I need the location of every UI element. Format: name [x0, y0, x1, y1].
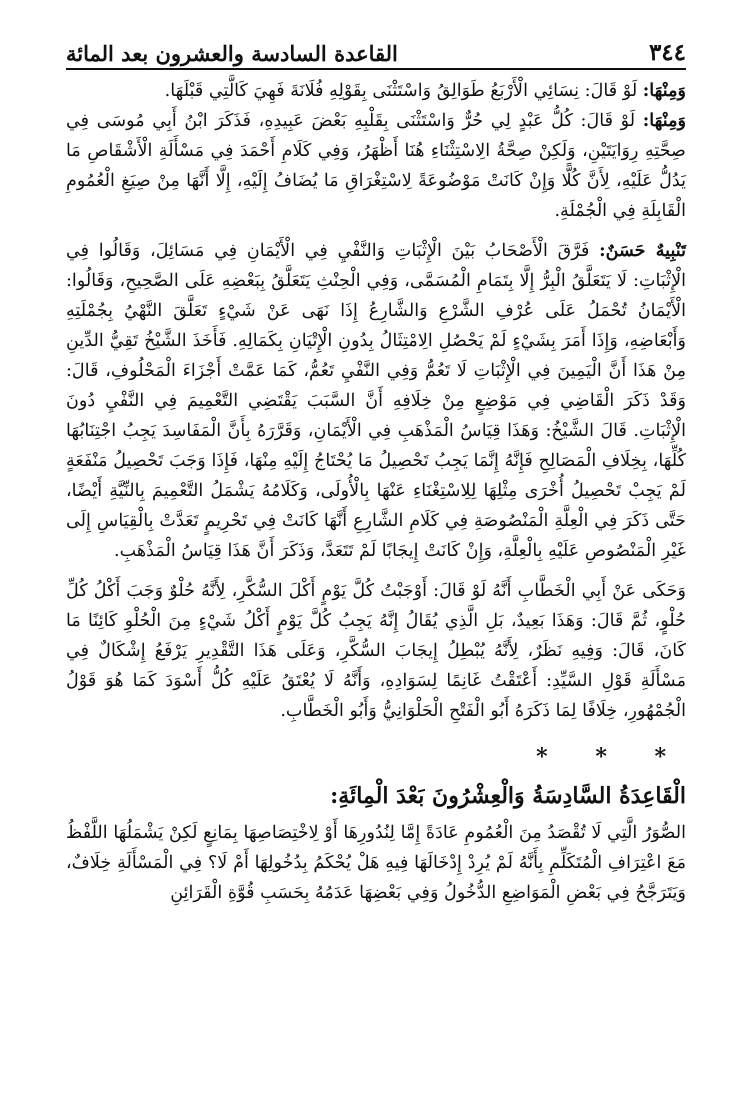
page-header	[66, 32, 686, 70]
paragraph-lead: تَنْبِيهٌ حَسَنٌ:	[599, 240, 686, 261]
paragraph	[66, 106, 686, 226]
paragraph-lead: وَمِنْهَا:	[642, 80, 686, 101]
paragraph-text: فَرَّقَ الْأَصْحَابُ بَيْنَ الْإِثْبَاتِ وَالنَّفْيِ فِي الْأَيْمَانِ فِي مَسَائِلَ، وَقَالُوا فِي الْإِثْبَاتِ: لَا يَتَعَلَّقُ الْبِرُّ إِلَّا بِتَمَامِ الْمُسَمَّى، وَفِي الْحِنْثِ يَتَعَلَّقُ بِبَعْضِهِ عَلَى الصَّحِيحِ، وَقَالُوا: الْأَيْمَانُ تُحْمَلُ عَلَى عُرْفِ الشَّرْعِ وَالشَّارِعُ إِذَا نَهَى عَنْ شَيْءٍ تَعَلَّقَ النَّهْيُ بِجُمْلَتِهِ وَأَبْعَاضِهِ، وَإِذَا أَمَرَ بِشَيْءٍ لَمْ يَحْصُلِ الِامْتِثَالُ بِدُونِ الْإِتْيَانِ بِكَمَالِهِ. فَأَخَذَ الشَّيْخُ تَقِيُّ الدِّينِ مِنْ هَذَا أَنَّ الْيَمِينَ فِي الْإِثْبَاتِ لَا تَعُمُّ وَفِي النَّفْيِ تَعُمُّ، كَمَا عَمَّتْ أَجْزَاءَ الْمَحْلُوفِ، قَالَ: وَقَدْ ذَكَرَ الْقَاضِي فِي مَوْضِعٍ مِنْ خِلَافِهِ أَنَّ السَّبَبَ يَقْتَضِي التَّعْمِيمَ فِي النَّفْيِ دُونَ الْإِثْبَاتِ. قَالَ الشَّيْخُ: وَهَذَا قِيَاسُ الْمَذْهَبِ فِي الْأَيْمَانِ، وَقَرَّرَهُ بِأَنَّ الْمَفَاسِدَ يَجِبُ اجْتِنَابُهَا كُلِّهَا، بِخِلَافِ الْمَصَالِحِ فَإِنَّهُ إِنَّمَا يَجِبُ تَحْصِيلُ مَا يُحْتَاجُ إِلَيْهِ مِنْهَا، فَإِذَا وَجَبَ تَحْصِيلُ مَنْفَعَةٍ لَمْ يَجِبْ تَحْصِيلُ أُخْرَى مِثْلِهَا لِلِاسْتِغْنَاءِ عَنْهَا بِالْأُولَى، وَكَلَامُهُ يَشْمَلُ التَّعْمِيمَ بِالنِّيَّةِ أَيْضًا، حَتَّى ذَكَرَ فِي الْعِلَّةِ الْمَنْصُوصَةِ فِي كَلَامِ الشَّارِعِ أَنَّهَا كَانَتْ فِي تَحْرِيمٍ تَعَدَّتْ بِالْقِيَاسِ إِلَى غَيْرِ الْمَنْصُوصِ عَلَيْهِ بِالْعِلَّةِ، وَإِنْ كَانَتْ إِيجَابًا لَمْ تَتَعَدَّ، وَذَكَرَ أَنَّ هَذَا قِيَاسُ الْمَذْهَبِ.	[66, 241, 686, 561]
book-page	[66, 32, 686, 1072]
paragraph-text: لَوْ قَالَ: نِسَائِي الْأَرْبَعُ طَوَالِقُ وَاسْتَثْنَى بِقَوْلِهِ فُلَانَةَ فَهِيَ كَالَّتِي قَبْلَهَا.	[164, 81, 643, 101]
paragraph	[66, 576, 686, 726]
page-number: ٣٤٤	[648, 39, 686, 66]
body-text	[66, 76, 686, 908]
paragraph-lead: وَمِنْهَا:	[642, 110, 686, 131]
running-title: القاعدة السادسة والعشرون بعد المائة	[66, 41, 398, 66]
section-paragraph: الصُّوَرُ الَّتِي لَا تُقْصَدُ مِنَ الْعُمُومِ عَادَةً إِمَّا لِنُدُورِهَا أَوْ لِاخْتِصَاصِهَا بِمَانِعٍ لَكِنْ يَشْمَلُهَا اللَّفْظُ مَعَ اعْتِرَافِ الْمُتَكَلِّمِ بِأَنَّهُ لَمْ يُرِدْ إِدْخَالَهَا فِيهِ هَلْ يُحْكَمُ بِدُخُولِهَا أَمْ لَا؟ فِي الْمَسْأَلَةِ خِلَافٌ، وَيَتَرَجَّحُ فِي بَعْضِ الْمَوَاضِعِ الدُّخُولُ وَفِي بَعْضِهَا عَدَمُهُ بِحَسَبِ قُوَّةِ الْقَرَائِنِ	[66, 823, 686, 903]
paragraph	[66, 236, 686, 566]
paragraph-text: لَوْ قَالَ: كُلُّ عَبْدٍ لِي حُرٌّ وَاسْتَثْنَى بِقَلْبِهِ بَعْضَ عَبِيدِهِ، فَذَكَرَ ابْنُ أَبِي مُوسَى فِي صِحَّتِهِ رِوَايَتَيْنِ، وَلَكِنْ صِحَّةُ الِاسْتِثْنَاءِ هُنَا أَظْهَرُ، وَفِي كَلَامِ أَحْمَدَ فِي مَسْأَلَةِ الْأَشْقَاصِ مَا يَدُلُّ عَلَيْهِ، لِأَنَّ كُلًّا وَإِنْ كَانَتْ مَوْضُوعَةً لِاسْتِغْرَاقِ مَا يُضَافُ إِلَيْهِ، إِلَّا أَنَّهَا مِنْ صِيَغِ الْعُمُومِ الْقَابِلَةِ فِي الْجُمْلَةِ.	[66, 111, 686, 221]
section-heading: الْقَاعِدَةُ السَّادِسَةُ وَالْعِشْرُونَ بَعْدَ الْمِائَةِ:	[330, 783, 686, 809]
paragraph	[66, 76, 686, 106]
paragraph-text: وَحَكَى عَنْ أَبِي الْخَطَّابِ أَنَّهُ لَوْ قَالَ: أَوْجَبْتُ كُلَّ يَوْمٍ أَكْلَ السُّكَّرِ، لِأَنَّهُ حُلْوٌ وَجَبَ أَكْلُ كُلِّ حُلْوٍ، ثُمَّ قَالَ: وَهَذَا بَعِيدٌ، بَلِ الَّذِي يُقَالُ إِنَّهُ يَجِبُ كُلَّ يَوْمٍ أَكْلُ شَيْءٍ مِنَ الْحُلْوِ كَائِنًا مَا كَانَ، قَالَ: وَفِيهِ نَظَرٌ، لِأَنَّهُ يُبْطِلُ إِيجَابَ السُّكَّرِ، وَعَلَى هَذَا التَّقْدِيرِ يَرْفَعُ إِشْكَالٌ فِي مَسْأَلَةِ قَوْلِ السَّيِّدِ: أَعْتَقْتُ غَانِمًا لِسَوَادِهِ، وَأَنَّهُ لَا يُعْتَقُ عَلَيْهِ كُلُّ أَسْوَدَ كَمَا هُوَ قَوْلُ الْجُمْهُورِ، خِلَافًا لِمَا ذَكَرَهُ أَبُو الْفَتْحِ الْحَلْوَانِيُّ وَأَبُو الْخَطَّابِ.	[66, 581, 686, 721]
section-separator: * * *	[536, 744, 686, 770]
